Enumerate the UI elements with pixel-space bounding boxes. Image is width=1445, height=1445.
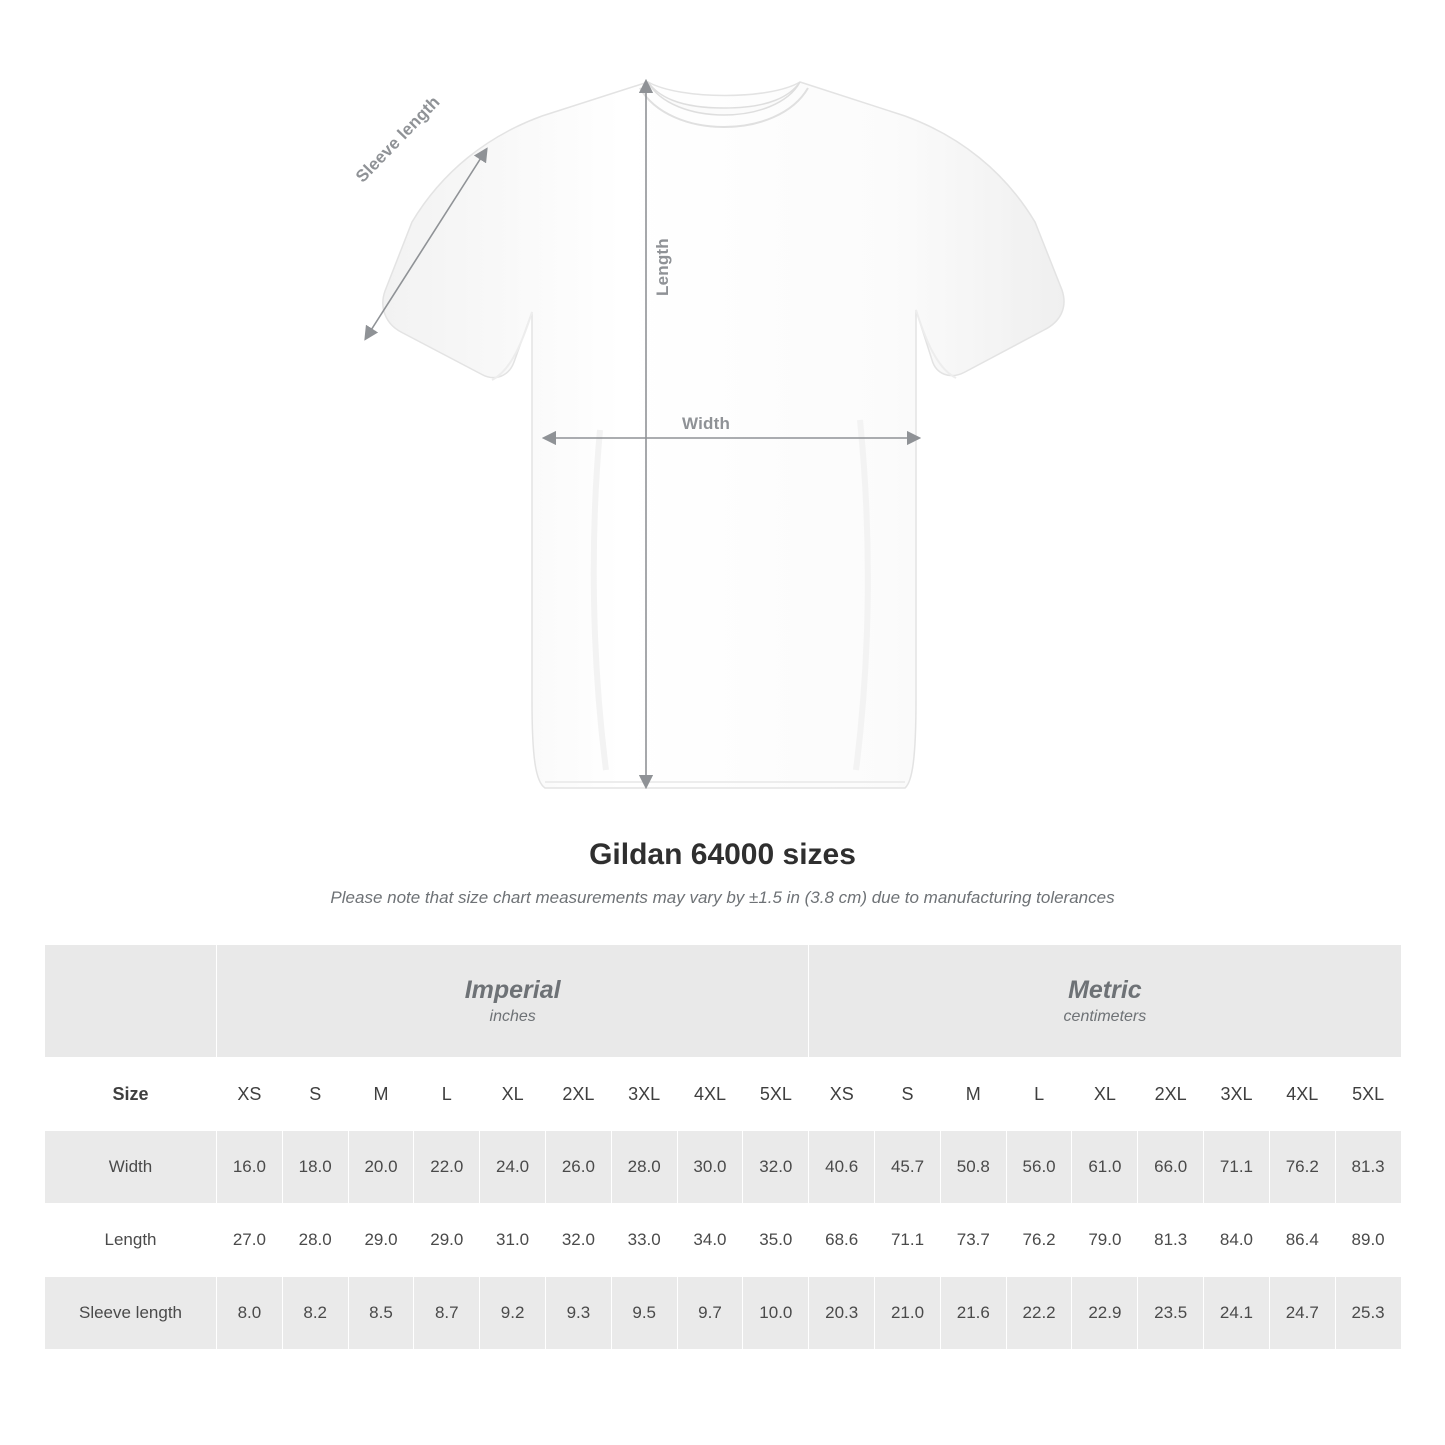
imperial-unit-label: inches [489, 1008, 536, 1026]
data-cell: 22.9 [1072, 1277, 1138, 1350]
data-cell: 56.0 [1006, 1131, 1072, 1204]
data-cell: 20.3 [809, 1277, 875, 1350]
size-cell: 5XL [743, 1058, 809, 1131]
data-cell: 29.0 [414, 1204, 480, 1277]
size-cell: S [282, 1058, 348, 1131]
heading-block [0, 838, 1445, 908]
size-cell: 4XL [677, 1058, 743, 1131]
size-cell: M [348, 1058, 414, 1131]
unit-header-spacer [45, 945, 217, 1058]
length-label: Length [653, 238, 672, 296]
size-cell: 5XL [1335, 1058, 1401, 1131]
data-cell: 10.0 [743, 1277, 809, 1350]
unit-system-header-row [45, 945, 1402, 1058]
data-cell: 76.2 [1269, 1131, 1335, 1204]
data-cell: 73.7 [940, 1204, 1006, 1277]
data-cell: 61.0 [1072, 1131, 1138, 1204]
size-row-label: Size [45, 1058, 217, 1131]
size-cell: 4XL [1269, 1058, 1335, 1131]
size-chart-table-wrap [44, 944, 1401, 1350]
data-cell: 26.0 [545, 1131, 611, 1204]
imperial-header [217, 945, 809, 1058]
data-cell: 21.0 [875, 1277, 941, 1350]
size-cell: 2XL [545, 1058, 611, 1131]
data-cell: 21.6 [940, 1277, 1006, 1350]
size-cell: 3XL [1204, 1058, 1270, 1131]
data-cell: 9.3 [545, 1277, 611, 1350]
size-cell: XL [480, 1058, 546, 1131]
data-cell: 32.0 [545, 1204, 611, 1277]
data-cell: 24.0 [480, 1131, 546, 1204]
data-cell: 45.7 [875, 1131, 941, 1204]
table-row [45, 1277, 1402, 1350]
data-cell: 33.0 [611, 1204, 677, 1277]
data-cell: 68.6 [809, 1204, 875, 1277]
data-cell: 20.0 [348, 1131, 414, 1204]
data-cell: 29.0 [348, 1204, 414, 1277]
data-cell: 81.3 [1335, 1131, 1401, 1204]
data-cell: 18.0 [282, 1131, 348, 1204]
width-label: Width [682, 414, 731, 433]
size-chart-table [44, 944, 1402, 1350]
row-label-sleeve-length: Sleeve length [45, 1277, 217, 1350]
data-cell: 24.7 [1269, 1277, 1335, 1350]
page-title: Gildan 64000 sizes [589, 838, 856, 871]
size-cell: XS [217, 1058, 283, 1131]
size-cell: 2XL [1138, 1058, 1204, 1131]
tolerance-note: Please note that size chart measurements may vary by ±1.5 in (3.8 cm) due to manufacturing tolerances [330, 888, 1115, 907]
size-cell: L [1006, 1058, 1072, 1131]
data-cell: 8.7 [414, 1277, 480, 1350]
data-cell: 28.0 [282, 1204, 348, 1277]
metric-unit-label: centimeters [1063, 1008, 1147, 1026]
row-label-length: Length [45, 1204, 217, 1277]
table-row [45, 1131, 1402, 1204]
data-cell: 30.0 [677, 1131, 743, 1204]
data-cell: 71.1 [875, 1204, 941, 1277]
data-cell: 71.1 [1204, 1131, 1270, 1204]
size-cell: XS [809, 1058, 875, 1131]
data-cell: 8.2 [282, 1277, 348, 1350]
data-cell: 25.3 [1335, 1277, 1401, 1350]
data-cell: 34.0 [677, 1204, 743, 1277]
imperial-system-label: Imperial [464, 975, 561, 1004]
data-cell: 9.2 [480, 1277, 546, 1350]
data-cell: 86.4 [1269, 1204, 1335, 1277]
data-cell: 50.8 [940, 1131, 1006, 1204]
data-cell: 79.0 [1072, 1204, 1138, 1277]
data-cell: 27.0 [217, 1204, 283, 1277]
size-cell: 3XL [611, 1058, 677, 1131]
data-cell: 89.0 [1335, 1204, 1401, 1277]
data-cell: 9.7 [677, 1277, 743, 1350]
metric-header [809, 945, 1401, 1058]
data-cell: 66.0 [1138, 1131, 1204, 1204]
data-cell: 8.0 [217, 1277, 283, 1350]
data-cell: 28.0 [611, 1131, 677, 1204]
data-cell: 9.5 [611, 1277, 677, 1350]
data-cell: 84.0 [1204, 1204, 1270, 1277]
data-cell: 81.3 [1138, 1204, 1204, 1277]
data-cell: 76.2 [1006, 1204, 1072, 1277]
sleeve-length-label: Sleeve length [352, 92, 444, 187]
size-cell: XL [1072, 1058, 1138, 1131]
size-cell: S [875, 1058, 941, 1131]
row-label-width: Width [45, 1131, 217, 1204]
data-cell: 16.0 [217, 1131, 283, 1204]
data-cell: 31.0 [480, 1204, 546, 1277]
metric-system-label: Metric [1068, 975, 1142, 1004]
size-cell: M [940, 1058, 1006, 1131]
size-cell: L [414, 1058, 480, 1131]
data-cell: 35.0 [743, 1204, 809, 1277]
table-row [45, 1204, 1402, 1277]
data-cell: 8.5 [348, 1277, 414, 1350]
data-cell: 24.1 [1204, 1277, 1270, 1350]
data-cell: 40.6 [809, 1131, 875, 1204]
data-cell: 22.0 [414, 1131, 480, 1204]
data-cell: 22.2 [1006, 1277, 1072, 1350]
data-cell: 23.5 [1138, 1277, 1204, 1350]
data-cell: 32.0 [743, 1131, 809, 1204]
size-header-row [45, 1058, 1402, 1131]
